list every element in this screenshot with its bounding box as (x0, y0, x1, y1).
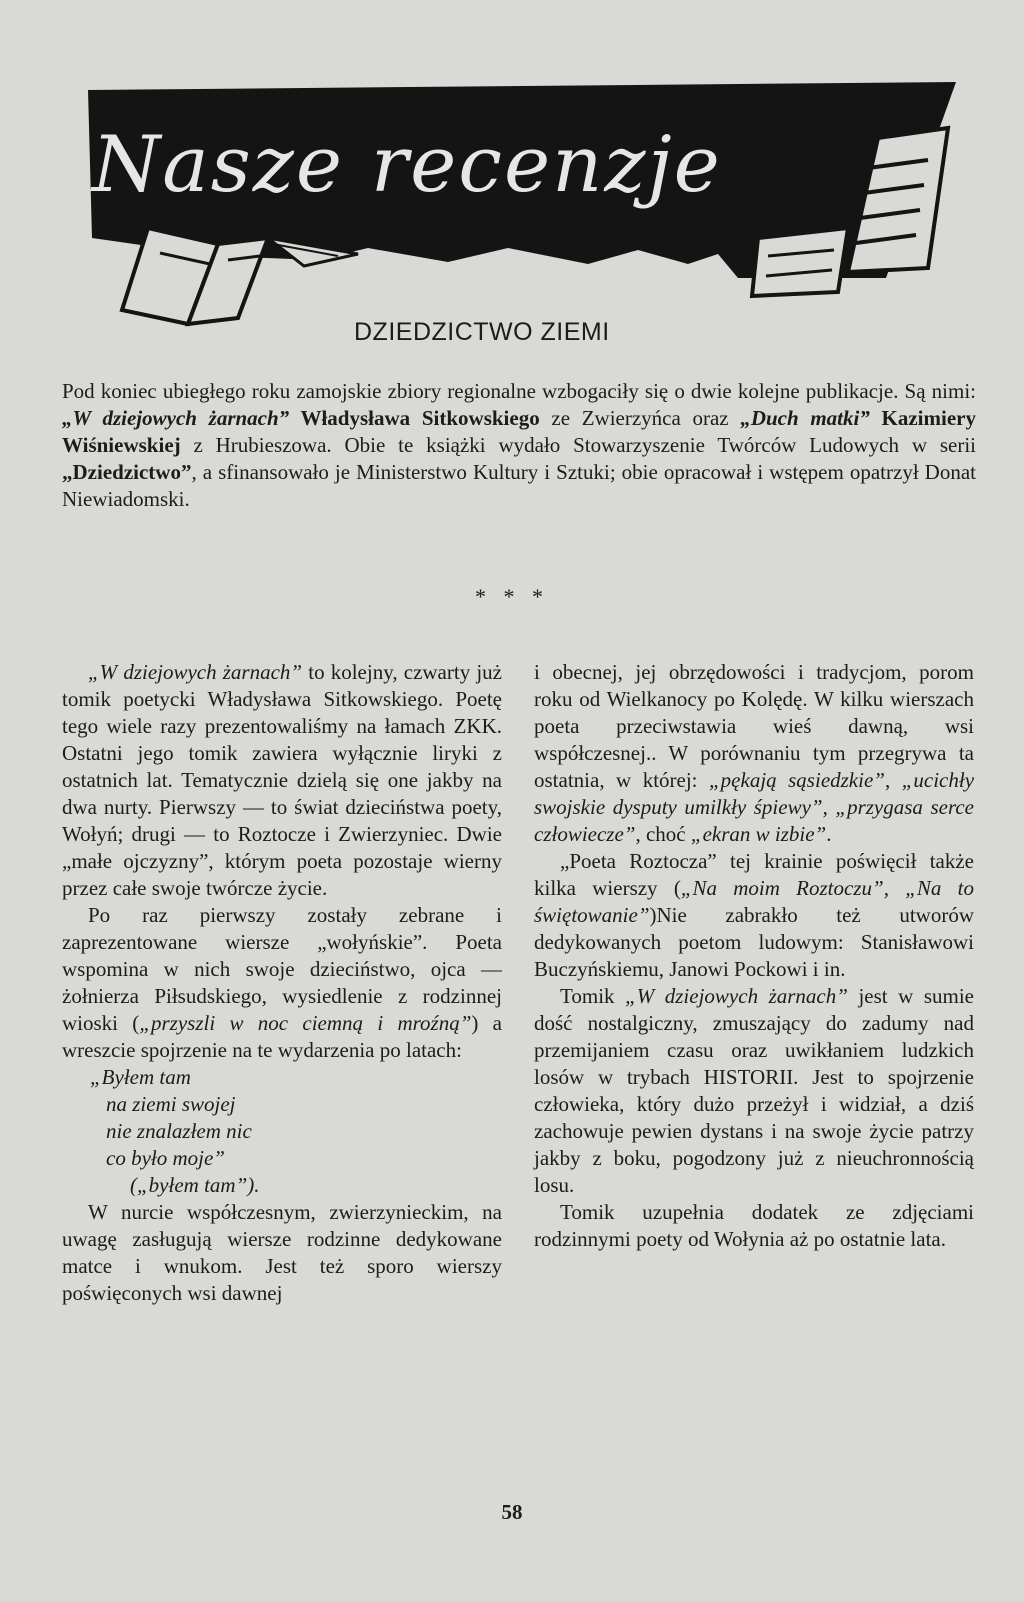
page-number: 58 (501, 1500, 523, 1524)
poem-line: nie znalazłem nic (106, 1119, 252, 1143)
right-column (534, 659, 974, 1253)
section-separator: * * * (475, 584, 549, 609)
paragraph: „Poeta Roztocza” tej krainie poświęcił także kilka wierszy („Na moim Roztoczu”, „Na to świętowanie”)Nie zabrakło też utworów dedykowanych poetom ludowym: Stanisławowi Buczyńskiemu, Janowi Pockowi i in. (534, 849, 974, 981)
page-header-title: Nasze recenzje (92, 120, 722, 210)
paragraph: Tomik „W dziejowych żarnach” jest w sumie dość nostalgiczny, zmuszający do zadumy nad przemijaniem czasu oraz uwikłaniem ludzkich losów w trybach HISTORII. Jest to spojrzenie człowieka, który dużo przeżył i widział, a dziś zachowuje pewien dystans i na swoje życie patrzy jakby z boku, pogodzony już z nieuchronnością losu. (534, 984, 974, 1197)
poem-quote (62, 1064, 502, 1199)
paper-sheet-small-icon (752, 228, 848, 296)
poem-line: na ziemi swojej (106, 1092, 236, 1116)
paragraph: W nurcie współczesnym, zwierzynieckim, na uwagę zasługują wiersze rodzinne dedykowane matce i wnukom. Jest też sporo wierszy poświęconych wsi dawnej (62, 1200, 502, 1305)
paragraph: „W dziejowych żarnach” to kolejny, czwarty już tomik poetycki Władysława Sitkowskiego. Poetę tego wiele razy prezentowaliśmy na łamach ZKK. Ostatni jego tomik zawiera wyłącznie liryki z ostatnich lat. Tematycznie dzielą się one jakby na dwa nurty. Pierwszy — to świat dzieciństwa poety, Wołyń; drugi — to Roztocze i Zwierzyniec. Dwie „małe ojczyzny”, którym poeta pozostaje wierny przez całe swoje twórcze życie. (62, 660, 502, 900)
paragraph: Po raz pierwszy zostały zebrane i zaprezentowane wiersze „wołyńskie”. Poeta wspomina w nich swoje dzieciństwo, ojca — żołnierza Piłsudskiego, wysiedlenie z rodzinnej wioski („przyszli w noc ciemną i mroźną”) a wreszcie spojrzenie na te wydarzenia po latach: (62, 903, 503, 1062)
book-icon (122, 228, 268, 324)
article-title: DZIEDZICTWO ZIEMI (354, 318, 610, 346)
left-column (62, 659, 502, 1307)
poem-line: „Byłem tam (90, 1065, 191, 1089)
paragraph: i obecnej, jej obrzędowości i tradycjom, porom roku od Wielkanocy po Kolędę. W kilku wierszach poeta przeciwstawia wieś dawną, wsi współczesnej.. W porównaniu tym przegrywa ta ostatnia, w której: „pękają sąsiedzkie”, „ucichły swojskie dysputy umilkły śpiewy”, „przygasa serce człowiecze”, choć „ekran w izbie”. (534, 660, 975, 846)
article-intro: Pod koniec ubiegłego roku zamojskie zbiory regionalne wzbogaciły się o dwie kolejne publikacje. Są nimi: „W dziejowych żarnach” Władysława Sitkowskiego ze Zwierzyńca oraz „Duch matki” Kazimiery Wiśniewskiej z Hrubieszowa. Obie te książki wydało Stowarzyszenie Twórców Ludowych w serii „Dziedzictwo”, a sfinansowało je Ministerstwo Kultury i Sztuki; obie opracował i wstępem opatrzył Donat Niewiadomski. (62, 379, 976, 511)
paragraph: Tomik uzupełnia dodatek ze zdjęciami rodzinnymi poety od Wołynia aż po ostatnie lata. (534, 1200, 974, 1251)
poem-line: co było moje” (106, 1146, 225, 1170)
poem-line: („byłem tam”). (130, 1173, 260, 1197)
